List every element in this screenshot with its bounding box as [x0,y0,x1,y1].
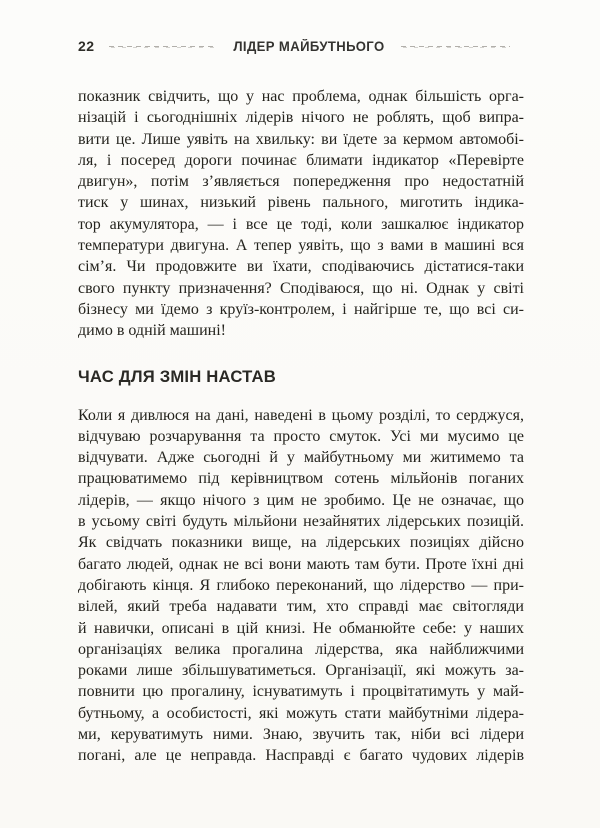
text-line: свого пункту призначення? Сподіваюся, що ні. Однак у світі [78,279,524,297]
body-text [78,86,524,767]
text-line: організаціях велика прогалина лідерства, яка найближчими [78,640,524,658]
text-line: показник свідчить, що у нас проблема, однак більшість орга- [78,88,524,105]
text-line: багато людей, однак не всі вони мають там бути. Проте їхні дні [78,555,524,573]
text-line: ля, і посеред дороги починає блимати індикатор «Перевірте [78,151,524,169]
text-line: ми, керуватимуть ними. Знаю, звучить так, ніби всі лідери [78,726,524,744]
text-line: в усьому світі будуть мільйони незайнятих лідерських позицій. [78,513,524,531]
running-title: ЛІДЕР МАЙБУТНЬОГО [233,38,385,54]
text-line: бутньому, а особистості, які можуть стати майбутніми лідера- [78,704,524,722]
text-line: тиск у шинах, низький рівень пального, миготить індика- [78,194,524,212]
text-line: тор акумулятора, — і все це тоді, коли зашкалює індикатор [78,215,524,233]
text-line: бізнесу ми їдемо з круїз-контролем, і найгірше те, що всі си- [78,300,524,318]
text-line: вілей, який треба надавати тим, хто справді має світогляди [78,598,524,616]
text-line: Коли я дивлюся на дані, наведені в цьому розділі, то серджуся, [78,406,524,424]
text-line: роками лише збільшуватиметься. Організації, які можуть за- [78,662,524,680]
text-line: температури двигуна. А тепер уявіть, що з вами в машині вся [78,237,524,255]
text-line: димо в одній машині! [78,322,226,340]
text-line: двигун», потім з’являється попередження про недостатній [78,173,524,191]
paragraph [78,405,524,767]
header-rule-right [401,46,510,49]
text-line: відчувати. Адже сьогодні й у майбутньому ми житимемо та [78,449,524,467]
text-line: відчуваю розчарування та просто смуток. Усі ми мусимо це [78,427,524,445]
text-line: лідерів, — якщо нічого з цим не зробимо. Це не означає, що [78,491,524,509]
text-line: Як свідчать показники вище, на лідерських позиціях дійсно [78,534,524,552]
header-rule-left [109,46,218,49]
section-heading: ЧАС ДЛЯ ЗМІН НАСТАВ [78,366,276,386]
text-line: й навички, описані в цій книзі. Не обманюйте себе: у наших [78,619,524,637]
text-line: нізацій і сьогоднішніх лідерів нічого не роблять, щоб випра- [78,109,524,127]
text-line: працюватимемо під керівництвом сотень мільйонів поганих [78,470,524,488]
paragraph [78,86,524,342]
text-line: повнити цю прогалину, існуватимуть і процвітатимуть у май- [78,683,524,701]
text-line: добігають кінця. Я глибоко переконаний, що лідерство — при- [78,576,524,594]
page-header [78,38,524,54]
text-line: погані, але це неправда. Насправді є багато чудових лідерів [78,747,524,765]
page-number: 22 [78,38,95,54]
text-line: сім’я. Чи продовжите ви їхати, сподіваючись дістатися-таки [78,258,524,276]
text-line: вити це. Лише уявіть на хвильку: ви їдете за кермом автомобі- [78,130,524,148]
